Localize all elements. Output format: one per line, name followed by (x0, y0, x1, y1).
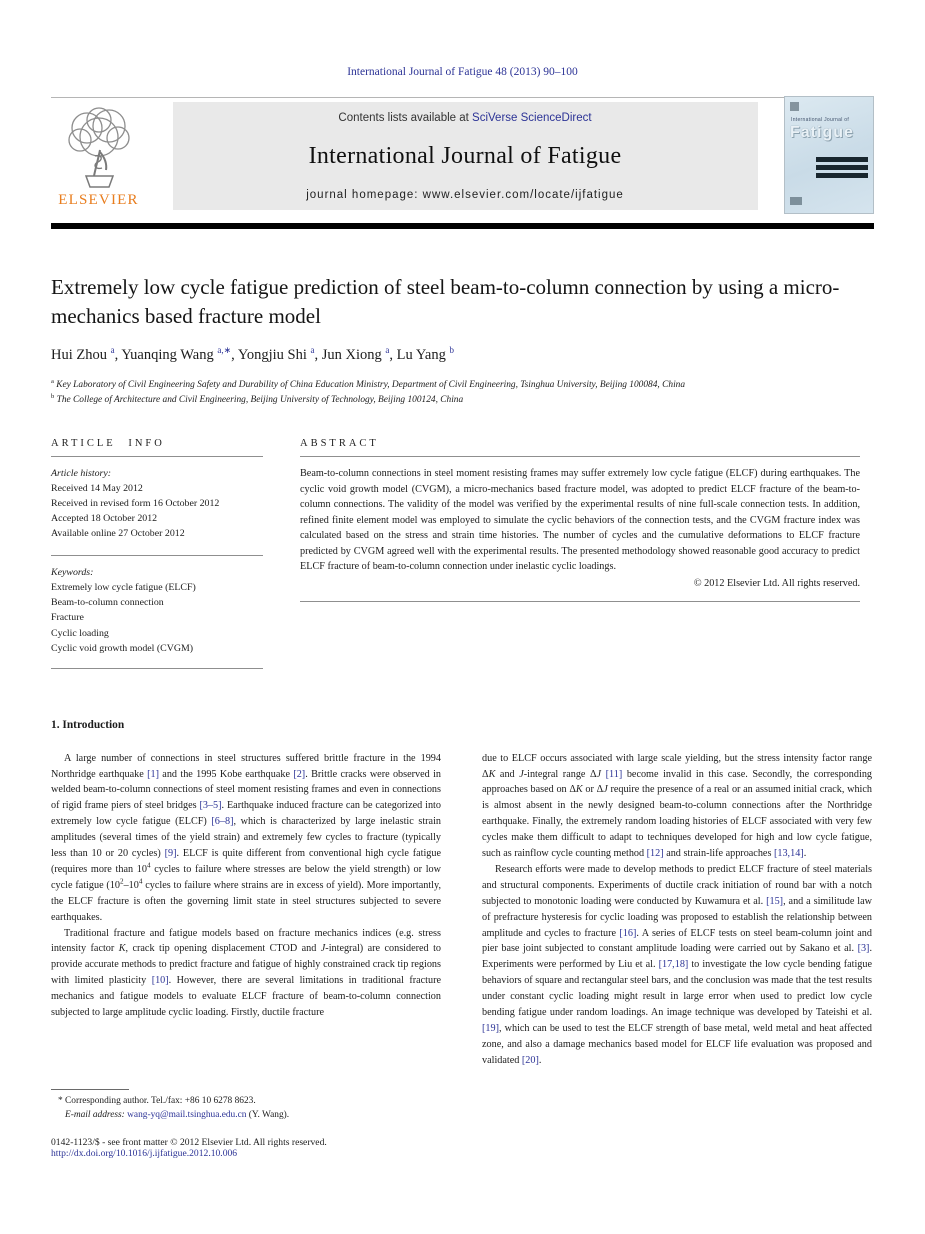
citation-ref[interactable]: [19] (482, 1023, 499, 1035)
history-item: Available online 27 October 2012 (51, 528, 185, 540)
text-segment: J (519, 768, 524, 780)
keyword-item: Cyclic loading (51, 627, 109, 639)
citation-ref[interactable]: [11] (605, 768, 623, 780)
history-item: Received 14 May 2012 (51, 483, 143, 495)
author-list: Hui Zhou $^a$, Yuanqing Wang $^{a,∗}$, Yongjiu Shi $^a$, Jun Xiong $^a$, Lu Yang $^b$ (51, 345, 454, 363)
keyword-item: Cyclic void growth model (CVGM) (51, 642, 194, 654)
text-segment: K (575, 784, 583, 796)
citation-ref[interactable]: [17,18] (658, 959, 689, 971)
divider (51, 456, 263, 457)
citation-ref[interactable]: [6–8] (211, 816, 234, 828)
keywords-block (51, 565, 263, 655)
cover-topic-bars (816, 157, 868, 178)
article-title: Extremely low cycle fatigue prediction of steel beam-to-column connection by using a micro-mechanics based fracture model (51, 275, 840, 328)
cover-bar (816, 173, 868, 178)
corresponding-author-note: * Corresponding author. Tel./fax: +86 10 6278 8623. (58, 1095, 256, 1106)
info-abstract-section (51, 438, 874, 677)
cover-title-main: Fatigue (790, 124, 854, 141)
article-info-column (51, 438, 263, 677)
abstract-heading: ABSTRACT (300, 438, 379, 450)
section-heading-introduction: 1. Introduction (51, 718, 125, 731)
paragraph: due to ELCF occurs associated with large scale yielding, but the stress intensity factor range ΔK and J-integral range ΔJ [11] become invalid in this case. Secondly, the corresponding approaches based on ΔK or ΔJ require the presence of a real or an assumed initial crack, which is almost absent in the newly designed beam-to-column connections after the Northridge earthquake. Finally, the extremely random loading histories of ELCF associated with very few cycles make them difficult to adapt to techniques developed for high and low cycle fatigue, such as rainflow cycle counting method [12] and strain-life approaches [13,14]. (482, 752, 873, 860)
elsevier-logo (51, 102, 146, 209)
citation-ref[interactable]: [16] (619, 927, 637, 939)
text-segment: a (385, 345, 390, 356)
elsevier-wordmark: ELSEVIER (58, 192, 139, 208)
abstract-text: Beam-to-column connections in steel moment resisting frames may suffer extremely low cycle fatigue (ELCF) during earthquakes. The cyclic void growth model (CVGM), a micro-mechanics based fracture model, was adopted to predict ELCF fracture of the beam-to-column connections. The validity of the model was verified by the experimental results of nine full-scale connection tests. In addition, refined finite element model was employed to simulate the cyclic behaviors of the connection tests, and the CVGM fracture index was calculated based on the stress and strain time histories. The number of cycles and the cumulative deformations to ELCF fracture predicted by CVGM agreed well with the experimental results. The presented methodology showed reasonable good accuracy to predict ELCF fracture of beam-to-column connection under inelastic cyclic loadings. (300, 468, 860, 573)
keyword-item: Extremely low cycle fatigue (ELCF) (51, 582, 196, 594)
citation-ref[interactable]: [10] (151, 975, 169, 987)
affiliations (51, 378, 874, 407)
cover-publisher-icon (790, 102, 799, 111)
cover-title-top: International Journal of (791, 117, 850, 123)
text-segment: 4 (138, 877, 143, 886)
citation-ref[interactable]: [1] (147, 768, 159, 780)
paragraph: Traditional fracture and fatigue models based on fracture mechanics indices (e.g. stress intensity factor K, crack tip opening displacement CTOD and J-integral) are considered to provide accurate methods to predict fracture and fatigue of highly constrained crack tip regions with limited plasticity [10]. However, there are several limitations in traditional fracture mechanics and fatigue models to evaluate ELCF fracture of beam-to-column connection subjected to large amplitude cyclic loading. Firstly, ductile fracture (51, 927, 441, 1019)
text-segment: b (449, 345, 454, 356)
introduction-body (51, 751, 874, 1069)
citation-ref[interactable]: [3] (857, 943, 870, 955)
footnote-divider (51, 1089, 129, 1090)
masthead-box (173, 102, 758, 210)
citation-ref[interactable]: [20] (521, 1054, 539, 1066)
citation-ref[interactable]: [9] (164, 848, 177, 860)
citation-ref[interactable]: [13,14] (773, 848, 804, 860)
citation-ref[interactable]: [3–5] (199, 800, 222, 812)
affiliation-marker: a (51, 377, 54, 385)
divider (51, 668, 263, 669)
divider (51, 555, 263, 556)
body-column-right (482, 751, 872, 1069)
text-segment: a (110, 345, 115, 356)
copyright-line: © 2012 Elsevier Ltd. All rights reserved. (693, 577, 860, 589)
citation-ref[interactable]: [12] (646, 848, 664, 860)
divider (300, 456, 860, 457)
text-segment: J (603, 784, 608, 796)
paragraph: Research efforts were made to develop methods to predict ELCF fracture of steel materials and structural components. Experiments of ductile crack initiation of round bar with a notch subjected to monotonic loading were conducted by Kuwamura et al. [15], and a similitude law of prefracture hysteresis for cyclic loading was proposed to establish the relationship between amplitude and cycles to fracture [16]. A series of ELCF tests on steel beam-column joint and pier base joint subjected to constant amplitude loading were carried out by Sakano et al. [3]. Experiments were performed by Liu et al. [17,18] to investigate the low cycle bending fatigue behaviors of square and rectangular steel bars, and the conclusion was made that the test results under constant cyclic loading might result in large error when used to predict low cycle bending fatigue under random loadings. An image technique was developed by Tateishi et al. [19], which can be used to test the ELCF strength of base metal, weld metal and heat affected zone, and also a damage mechanics based model for ELCF life evaluation was proposed and validated [20]. (482, 863, 872, 1066)
affiliation-text: Key Laboratory of Civil Engineering Safety and Durability of China Education Ministry, Department of Civil Engineering, Tsinghua University, Beijing 100084, China (56, 379, 686, 390)
keywords-label: Keywords: (51, 567, 94, 579)
masthead-divider (51, 223, 874, 229)
article-history-label: Article history: (51, 468, 112, 480)
text-segment: 2 (120, 877, 124, 886)
keyword-item: Beam-to-column connection (51, 597, 164, 609)
divider (300, 601, 860, 602)
abstract-column (300, 438, 860, 677)
article-history (51, 466, 263, 541)
journal-homepage-link[interactable]: journal homepage: www.elsevier.com/locate/ijfatigue (306, 189, 624, 201)
text-segment: a (310, 345, 315, 356)
journal-cover-thumbnail[interactable] (784, 96, 874, 214)
journal-citation: International Journal of Fatigue 48 (2013) 90–100 (347, 66, 578, 78)
text-segment: K (118, 943, 126, 955)
affiliation-marker: b (51, 392, 55, 400)
journal-title: International Journal of Fatigue (308, 143, 622, 169)
history-item: Accepted 18 October 2012 (51, 513, 158, 525)
affiliation-text: The College of Architecture and Civil Engineering, Beijing University of Technology, Beijing 100124, China (56, 394, 464, 405)
affiliation-a (51, 378, 874, 393)
contents-list-line: Contents lists available at SciVerse ScienceDirect (338, 112, 592, 124)
cover-bar (816, 157, 868, 162)
doi-link[interactable]: http://dx.doi.org/10.1016/j.ijfatigue.2012.10.006 (51, 1147, 238, 1159)
footnote-block (51, 1089, 443, 1122)
citation-ref[interactable]: [2] (293, 768, 306, 780)
citation-ref[interactable]: [15] (766, 895, 784, 907)
masthead-band (51, 97, 874, 214)
keyword-item: Fracture (51, 612, 84, 624)
cover-bar (816, 165, 868, 170)
text-segment: 4 (146, 861, 151, 870)
text-segment: K (488, 768, 496, 780)
body-column-left (51, 751, 441, 1069)
issn-copyright-line: 0142-1123/$ - see front matter © 2012 Elsevier Ltd. All rights reserved. (51, 1136, 327, 1148)
text-segment: a,∗ (217, 345, 232, 356)
text-segment: J (596, 768, 602, 780)
text-segment: E-mail address: (65, 1109, 125, 1120)
article-info-heading: ARTICLE INFO (51, 438, 165, 450)
email-note: E-mail address: wang-yq@mail.tsinghua.edu.cn (Y. Wang). (65, 1109, 290, 1120)
text-segment: J (320, 943, 326, 955)
hyperlink[interactable]: SciVerse ScienceDirect (472, 112, 592, 124)
cover-sciencedirect-icon (790, 197, 802, 205)
hyperlink[interactable]: wang-yq@mail.tsinghua.edu.cn (127, 1109, 247, 1120)
paragraph: A large number of connections in steel structures suffered brittle fracture in the 1994 Northridge earthquake [1] and the 1995 Kobe earthquake [2]. Brittle cracks were observed in welded beam-to-column connections of steel moment resisting frames and even in connections of rigid frame piers of steel bridges [3–5]. Earthquake induced fracture can be categorized into extremely low cycle fatigue (ELCF) [6–8], which is characterized by large inelastic strain amplitudes (several times of the yield strain) and extremely few cycles to fracture (typically less than 10 or 20 cycles) [9]. ELCF is quite different from conventional high cycle fatigue (requires more than $10^4$ cycles to failure where stresses are below the yield strength) or low cycle fatigue ($10^2-10^4$ cycles to failure where strains are in excess of yield). More importantly, the ELCF fracture is often the governing limit state in steel structures subjected to severe earthquakes. (51, 752, 442, 923)
history-item: Received in revised form 16 October 2012 (51, 498, 220, 510)
elsevier-tree-icon (55, 104, 143, 190)
affiliation-b (51, 393, 874, 408)
